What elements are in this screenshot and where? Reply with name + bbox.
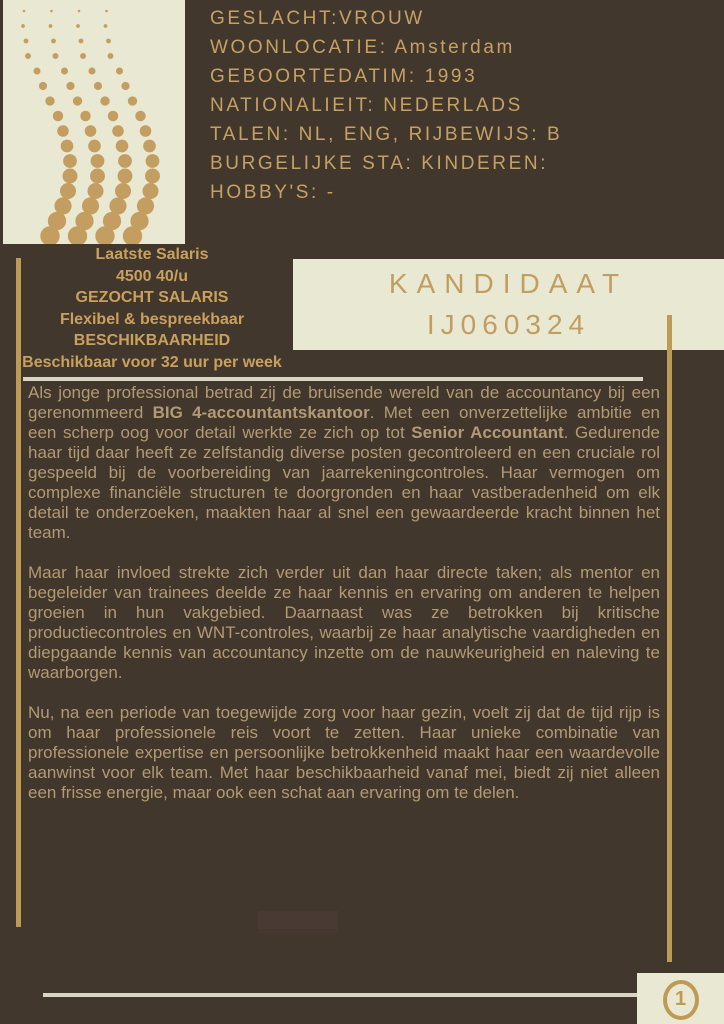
salary-label-gezocht: GEZOCHT SALARIS xyxy=(75,289,229,306)
salary-block xyxy=(20,244,284,373)
candidate-card xyxy=(293,259,724,350)
profile-line-burgerlijke: BURGELIJKE STA: KINDEREN: xyxy=(210,153,549,174)
profile-line-geslacht: GESLACHT:VROUW xyxy=(210,8,425,29)
profile-line-hobbys: HOBBY'S: - xyxy=(210,182,336,203)
dot-wave-pattern-icon xyxy=(3,0,185,244)
right-accent-line xyxy=(667,315,672,962)
circled-page-number-icon xyxy=(663,980,699,1020)
salary-label-laatste: Laatste Salaris xyxy=(95,246,209,263)
salary-value-gezocht: Flexibel & bespreekbaar xyxy=(59,310,245,328)
bio-text xyxy=(28,383,660,823)
bio-paragraph: Maar haar invloed strekte zich verder uit dan haar directe taken; als mentor en begeleider van trainees deelde ze haar kennis en ervaring om anderen te helpen groeien in hun vakgebied. Daarnaast was ze betrokken bij kritische productiecontroles en WNT-controles, waarbij ze haar analytische vaardigheden en diepgaande kennis van accountancy inzette om de nauwkeurigheid en naleving te waarborgen. xyxy=(28,563,660,682)
bio-paragraph: Als jonge professional betrad zij de bruisende wereld van de accountancy bij een gerenommeerd BIG 4-accountantskantoor. Met een onverzettelijke ambitie en een scherp oog voor detail werkte ze zich op tot Senior Accountant. Gedurende haar tijd daar heeft ze zelfstandig diverse posten gecontroleerd en een cruciale rol gespeeld bij de voorbereiding van jaarrekeningcontroles. Haar vermogen om complexe financiële structuren te doorgronden en haar vastberadenheid om elk detail te onderzoeken, maakten haar al snel een gewaardeerde kracht binnen het team. xyxy=(28,383,661,542)
availability-value: Beschikbaar voor 32 uur per week xyxy=(22,353,282,371)
page-number: 1 xyxy=(674,988,687,1010)
profile-details xyxy=(210,4,562,207)
bio-paragraph: Nu, na een periode van toegewijde zorg voor haar gezin, voelt zij dat de tijd rijp is om haar professionele reis voort te zetten. Haar unieke combinatie van professionele expertise en persoonlijke betrokkenheid maakt haar een waardevolle aanwinst voor elk team. Met haar beschikbaarheid vanaf mei, biedt zij niet alleen een frisse energie, maar ook een schat aan ervaring om te delen. xyxy=(28,703,660,802)
salary-value-laatste: 4500 40/u xyxy=(115,267,189,285)
candidate-card-title: KANDIDAAT xyxy=(388,268,629,299)
profile-line-nationaliteit: NATIONALIEIT: NEDERLADS xyxy=(210,95,523,116)
profile-line-geboortedatum: GEBOORTEDATIM: 1993 xyxy=(210,66,478,87)
profile-line-talen: TALEN: NL, ENG, RIJBEWIJS: B xyxy=(210,124,563,145)
profile-line-woonlocatie: WOONLOCATIE: Amsterdam xyxy=(210,37,515,58)
page-number-box xyxy=(637,973,724,1024)
redacted-block xyxy=(258,911,338,929)
redacted-underline xyxy=(258,930,338,933)
top-separator-line xyxy=(23,377,643,381)
left-accent-line xyxy=(16,258,21,927)
bottom-separator-line xyxy=(43,993,637,997)
candidate-card-code: IJ060324 xyxy=(426,309,591,340)
decorative-panel xyxy=(3,0,185,244)
availability-label: BESCHIKBAARHEID xyxy=(73,332,231,349)
